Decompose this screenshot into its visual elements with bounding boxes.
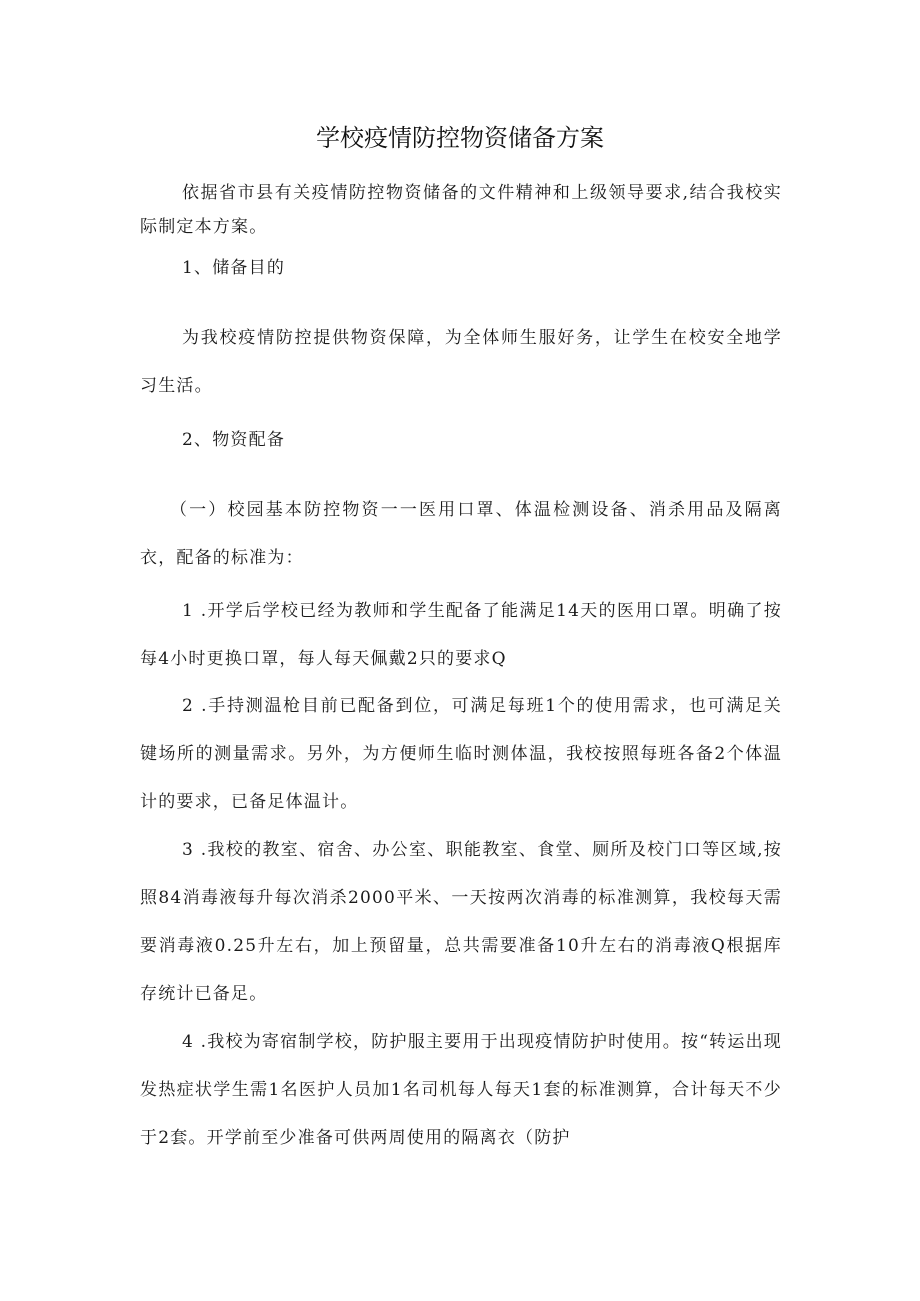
document-title: 学校疫情防控物资储备方案	[316, 124, 604, 152]
item-thermometers: 2 .手持测温枪目前已配备到位，可满足每班1个的使用需求，也可满足关键场所的测量需求。另外，为方便师生临时测体温，我校按照每班各备2个体温计的要求，已备足体温计。	[140, 696, 782, 812]
subsection-basic-supplies: （一）校园基本防控物资一一医用口罩、体温检测设备、消杀用品及隔离衣，配备的标准为：	[140, 500, 782, 568]
item-protective-suits: 4 .我校为寄宿制学校，防护服主要用于出现疫情防护时使用。按“转运出现发热症状学生需1名医护人员加1名司机每人每天1套的标准测算，合计每天不少于2套。开学前至少准备可供两周使用的隔离衣（防护	[140, 1032, 782, 1148]
item-disinfectant: 3 .我校的教室、宿舍、办公室、职能教室、食堂、厕所及校门口等区域,按照84消毒液每升每次消杀2000平米、一天按两次消毒的标准测算，我校每天需要消毒液0.25升左右，加上预留量，总共需要准备10升左右的消毒液Q根据库存统计已备足。	[140, 840, 782, 1004]
section-heading-purpose: 1、储备目的	[182, 258, 286, 278]
purpose-paragraph: 为我校疫情防控提供物资保障，为全体师生服好务，让学生在校安全地学习生活。	[140, 328, 782, 396]
intro-paragraph: 依据省市县有关疫情防控物资储备的文件精神和上级领导要求,结合我校实际制定本方案。	[140, 183, 782, 237]
item-masks: 1 .开学后学校已经为教师和学生配备了能满足14天的医用口罩。明确了按每4小时更换口罩，每人每天佩戴2只的要求Q	[140, 601, 782, 669]
section-heading-supplies: 2、物资配备	[182, 430, 286, 450]
